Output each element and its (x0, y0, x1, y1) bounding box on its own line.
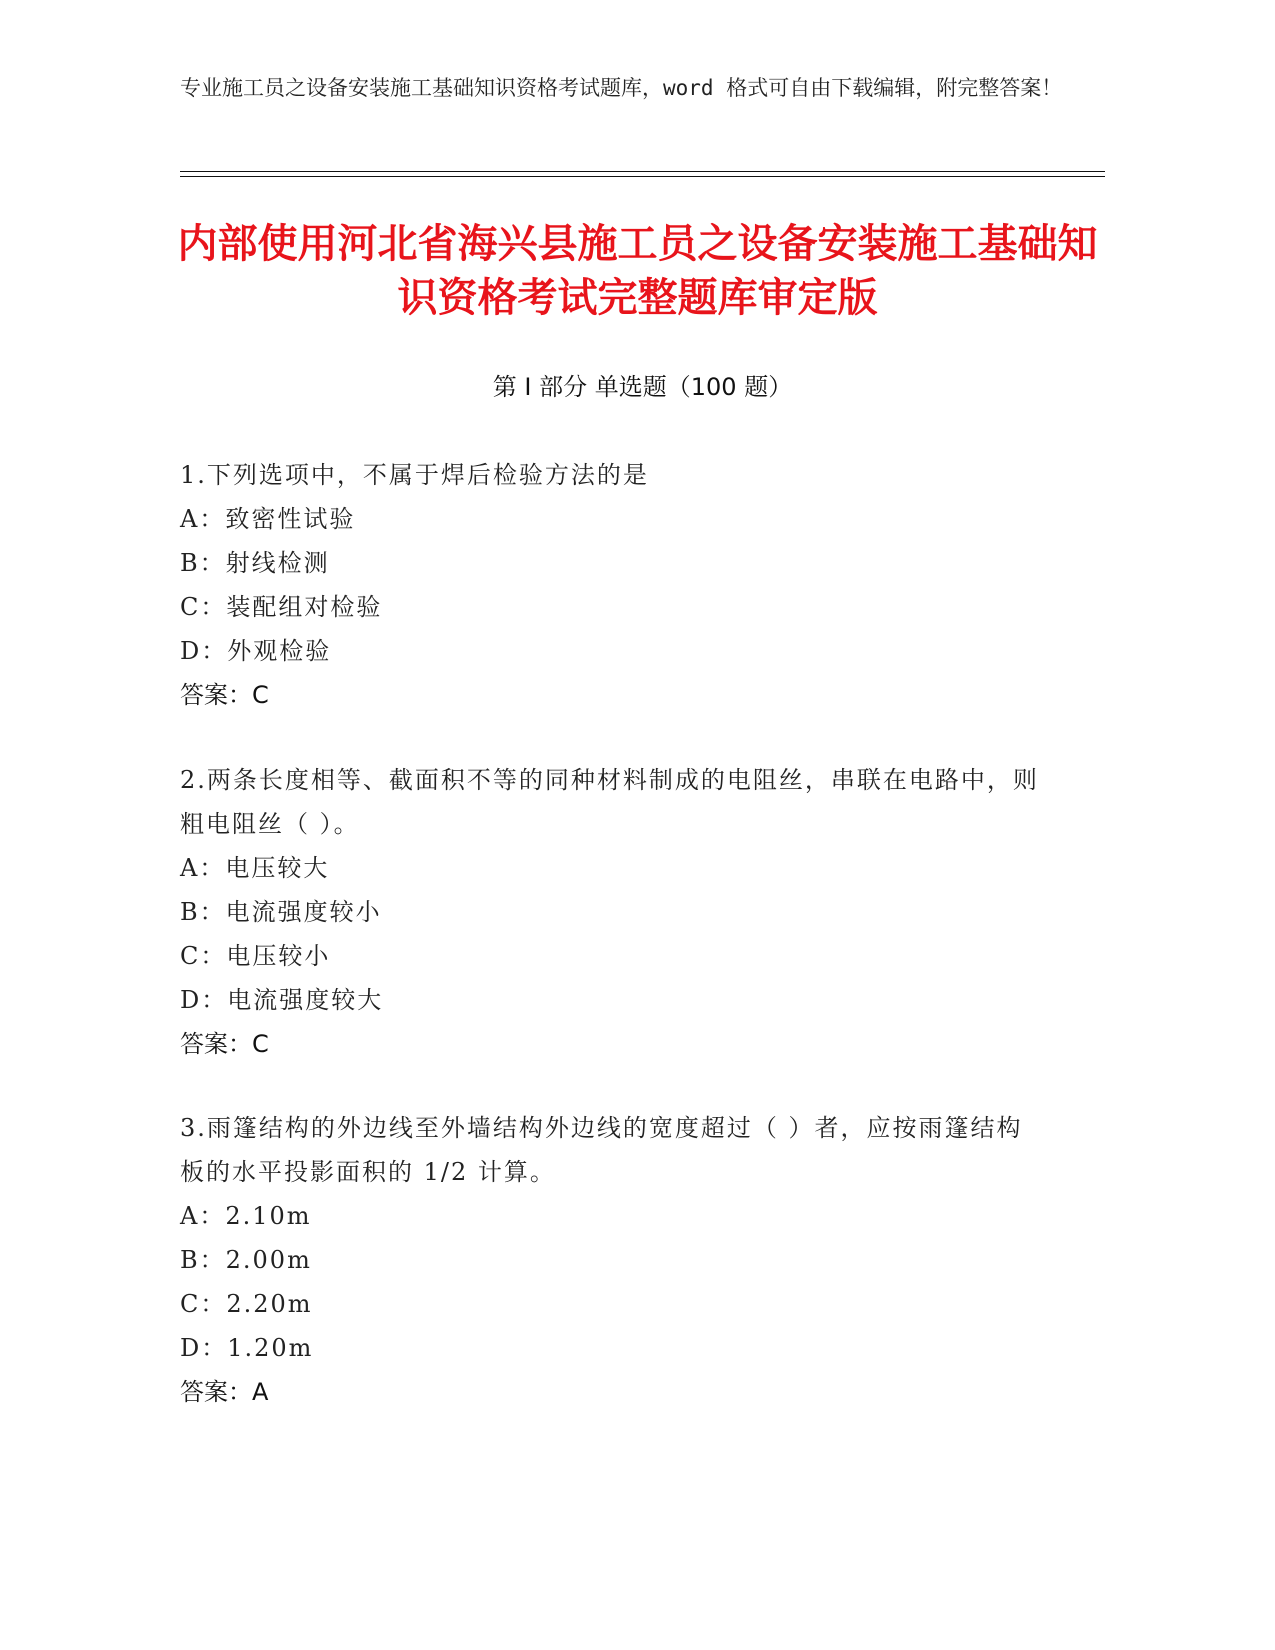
header-divider-bottom (180, 176, 1105, 177)
option-d: D：1.20m (180, 1334, 314, 1362)
question-1 (180, 453, 1040, 717)
header-divider-top (180, 171, 1105, 172)
option-d: D：电流强度较大 (180, 986, 384, 1014)
option-b: B：2.00m (180, 1246, 312, 1274)
option-a: A：致密性试验 (180, 505, 356, 533)
answer: 答案：C (180, 1030, 269, 1058)
option-b: B：射线检测 (180, 549, 330, 577)
option-c: C：装配组对检验 (180, 593, 383, 621)
option-c: C：2.20m (180, 1290, 313, 1318)
header-note: 专业施工员之设备安装施工基础知识资格考试题库，word 格式可自由下载编辑，附完整答案！ (180, 76, 1063, 100)
section-heading: 第 I 部分 单选题（100 题） (492, 373, 793, 401)
option-a: A：2.10m (180, 1202, 312, 1230)
option-c: C：电压较小 (180, 942, 331, 970)
question-stem: 3.雨篷结构的外边线至外墙结构外边线的宽度超过（ ）者，应按雨篷结构板的水平投影面积的 1/2 计算。 (180, 1114, 1023, 1186)
option-d: D：外观检验 (180, 637, 332, 665)
document-title: 内部使用河北省海兴县施工员之设备安装施工基础知识资格考试完整题库审定版 (177, 221, 1098, 321)
answer: 答案：C (180, 681, 269, 709)
answer: 答案：A (180, 1378, 269, 1406)
question-3 (180, 1106, 1040, 1414)
question-2 (180, 758, 1040, 1066)
option-a: A：电压较大 (180, 854, 330, 882)
question-stem: 2.两条长度相等、截面积不等的同种材料制成的电阻丝，串联在电路中，则粗电阻丝（ ）。 (180, 766, 1039, 838)
question-stem: 1.下列选项中，不属于焊后检验方法的是 (180, 461, 649, 489)
option-b: B：电流强度较小 (180, 898, 382, 926)
